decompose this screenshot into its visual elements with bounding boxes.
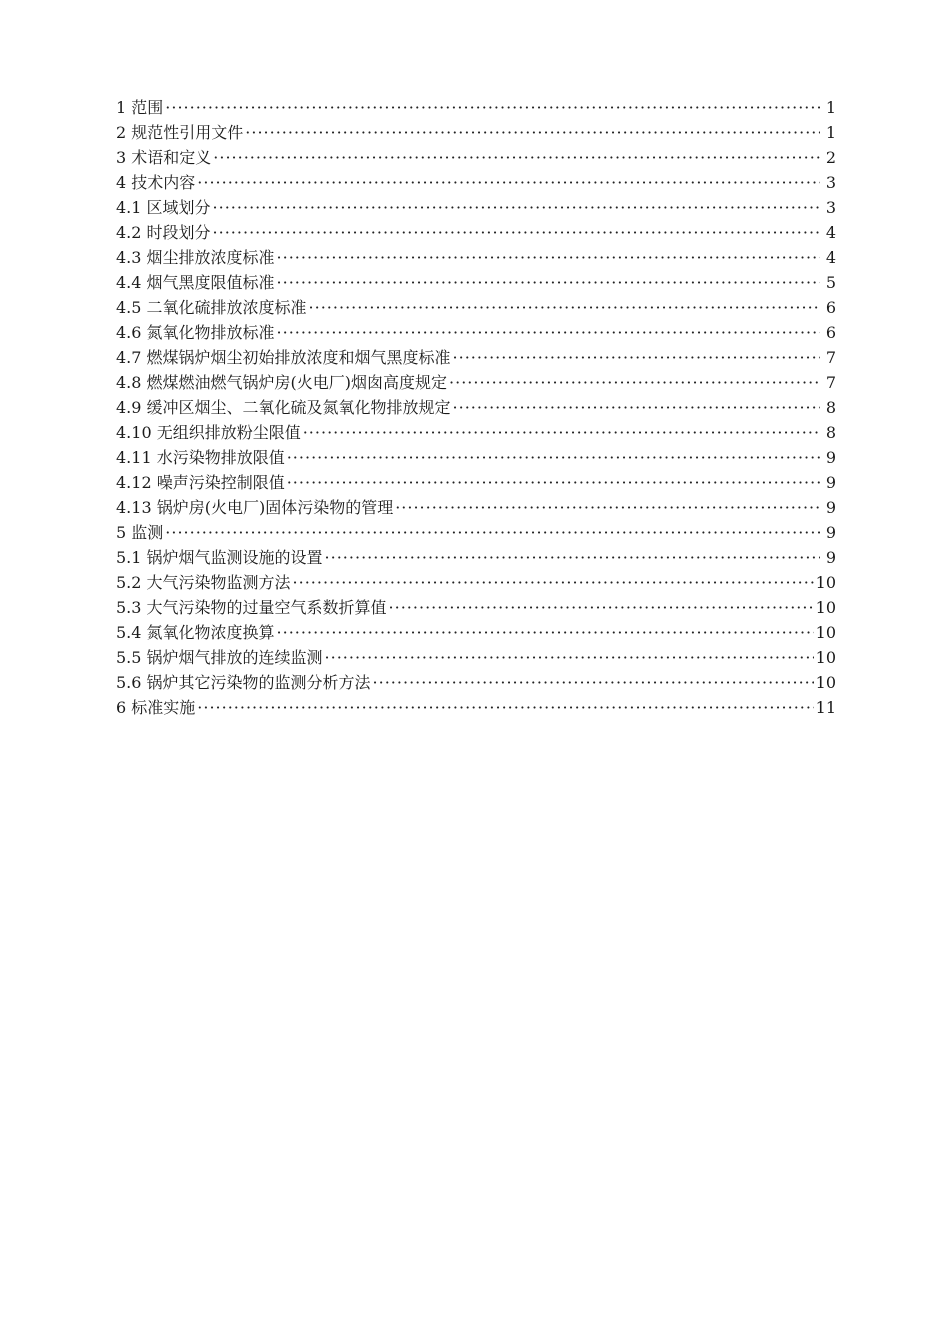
toc-entry-title: 5.3 大气污染物的过量空气系数折算值 — [116, 598, 387, 617]
toc-entry-page-number: 1 — [825, 98, 836, 117]
toc-entry-title: 4.13 锅炉房(火电厂)固体污染物的管理 — [116, 498, 394, 517]
toc-entry-title: 6 标准实施 — [116, 698, 196, 717]
toc-entry-page-number: 5 — [825, 273, 836, 292]
toc-entry[interactable] — [116, 345, 836, 370]
toc-entry-title: 5.6 锅炉其它污染物的监测分析方法 — [116, 673, 371, 692]
toc-entry-title: 4.8 燃煤燃油燃气锅炉房(火电厂)烟囱高度规定 — [116, 373, 448, 392]
toc-entry-title: 4.9 缓冲区烟尘、二氧化硫及氮氧化物排放规定 — [116, 398, 451, 417]
toc-entry[interactable] — [116, 145, 836, 170]
toc-entry[interactable] — [116, 245, 836, 270]
toc-entry-title: 4.12 噪声污染控制限值 — [116, 473, 285, 492]
toc-entry-title: 2 规范性引用文件 — [116, 123, 244, 142]
toc-entry-page-number: 9 — [825, 448, 836, 467]
toc-entry[interactable] — [116, 670, 836, 695]
toc-entry[interactable] — [116, 520, 836, 545]
toc-entry-title: 4.4 烟气黑度限值标准 — [116, 273, 275, 292]
dot-leader — [197, 695, 813, 720]
toc-entry-page-number: 10 — [815, 623, 836, 642]
toc-entry[interactable] — [116, 395, 836, 420]
dot-leader — [293, 570, 814, 595]
dot-leader — [277, 270, 820, 295]
toc-entry-title: 5 监测 — [116, 523, 164, 542]
toc-entry-page-number: 9 — [825, 548, 836, 567]
toc-entry-page-number: 4 — [825, 223, 836, 242]
toc-entry-title: 5.4 氮氧化物浓度换算 — [116, 623, 275, 642]
dot-leader — [373, 670, 814, 695]
toc-entry-page-number: 7 — [825, 373, 836, 392]
toc-entry-page-number: 3 — [825, 173, 836, 192]
toc-entry[interactable] — [116, 195, 836, 220]
dot-leader — [213, 195, 820, 220]
dot-leader — [287, 470, 820, 495]
toc-entry-title: 5.1 锅炉烟气监测设施的设置 — [116, 548, 323, 567]
toc-entry-page-number: 8 — [825, 423, 836, 442]
toc-entry[interactable] — [116, 295, 836, 320]
toc-entry-page-number: 10 — [815, 648, 836, 667]
toc-entry[interactable] — [116, 645, 836, 670]
dot-leader — [277, 245, 820, 270]
toc-entry-page-number: 1 — [825, 123, 836, 142]
dot-leader — [165, 520, 820, 545]
dot-leader — [449, 370, 820, 395]
dot-leader — [389, 595, 814, 620]
toc-entry-page-number: 3 — [825, 198, 836, 217]
toc-entry-page-number: 2 — [825, 148, 836, 167]
toc-entry-page-number: 9 — [825, 473, 836, 492]
dot-leader — [325, 545, 820, 570]
toc-entry[interactable] — [116, 570, 836, 595]
toc-entry[interactable] — [116, 270, 836, 295]
toc-entry[interactable] — [116, 470, 836, 495]
dot-leader — [277, 620, 814, 645]
toc-entry-title: 4.5 二氧化硫排放浓度标准 — [116, 298, 307, 317]
toc-entry[interactable] — [116, 220, 836, 245]
toc-entry-title: 1 范围 — [116, 98, 164, 117]
dot-leader — [309, 295, 820, 320]
toc-entry-title: 5.2 大气污染物监测方法 — [116, 573, 291, 592]
toc-entry-page-number: 6 — [825, 298, 836, 317]
toc-entry-page-number: 4 — [825, 248, 836, 267]
toc-entry-page-number: 9 — [825, 523, 836, 542]
toc-entry[interactable] — [116, 695, 836, 720]
toc-entry[interactable] — [116, 320, 836, 345]
table-of-contents — [116, 95, 836, 720]
dot-leader — [213, 220, 820, 245]
dot-leader — [213, 145, 820, 170]
dot-leader — [303, 420, 820, 445]
toc-entry[interactable] — [116, 95, 836, 120]
toc-entry[interactable] — [116, 620, 836, 645]
toc-entry-title: 4.3 烟尘排放浓度标准 — [116, 248, 275, 267]
toc-entry-title: 3 术语和定义 — [116, 148, 212, 167]
toc-entry-page-number: 10 — [815, 598, 836, 617]
toc-entry-page-number: 7 — [825, 348, 836, 367]
toc-entry[interactable] — [116, 545, 836, 570]
toc-entry-title: 5.5 锅炉烟气排放的连续监测 — [116, 648, 323, 667]
toc-entry[interactable] — [116, 420, 836, 445]
toc-entry-page-number: 10 — [815, 573, 836, 592]
toc-entry-title: 4.11 水污染物排放限值 — [116, 448, 285, 467]
toc-entry-page-number: 11 — [815, 698, 836, 717]
dot-leader — [325, 645, 814, 670]
toc-entry-page-number: 10 — [815, 673, 836, 692]
toc-entry[interactable] — [116, 120, 836, 145]
dot-leader — [395, 495, 820, 520]
toc-entry[interactable] — [116, 445, 836, 470]
toc-entry[interactable] — [116, 370, 836, 395]
dot-leader — [165, 95, 820, 120]
dot-leader — [453, 345, 820, 370]
toc-entry-title: 4.2 时段划分 — [116, 223, 211, 242]
toc-entry-title: 4.6 氮氧化物排放标准 — [116, 323, 275, 342]
toc-entry-page-number: 8 — [825, 398, 836, 417]
dot-leader — [197, 170, 820, 195]
toc-entry-title: 4.10 无组织排放粉尘限值 — [116, 423, 301, 442]
toc-entry[interactable] — [116, 170, 836, 195]
toc-entry-title: 4.1 区域划分 — [116, 198, 211, 217]
toc-entry-page-number: 9 — [825, 498, 836, 517]
dot-leader — [277, 320, 820, 345]
dot-leader — [287, 445, 820, 470]
toc-entry-title: 4.7 燃煤锅炉烟尘初始排放浓度和烟气黑度标准 — [116, 348, 451, 367]
toc-entry-page-number: 6 — [825, 323, 836, 342]
dot-leader — [245, 120, 820, 145]
toc-entry[interactable] — [116, 495, 836, 520]
toc-entry[interactable] — [116, 595, 836, 620]
toc-entry-title: 4 技术内容 — [116, 173, 196, 192]
dot-leader — [453, 395, 820, 420]
